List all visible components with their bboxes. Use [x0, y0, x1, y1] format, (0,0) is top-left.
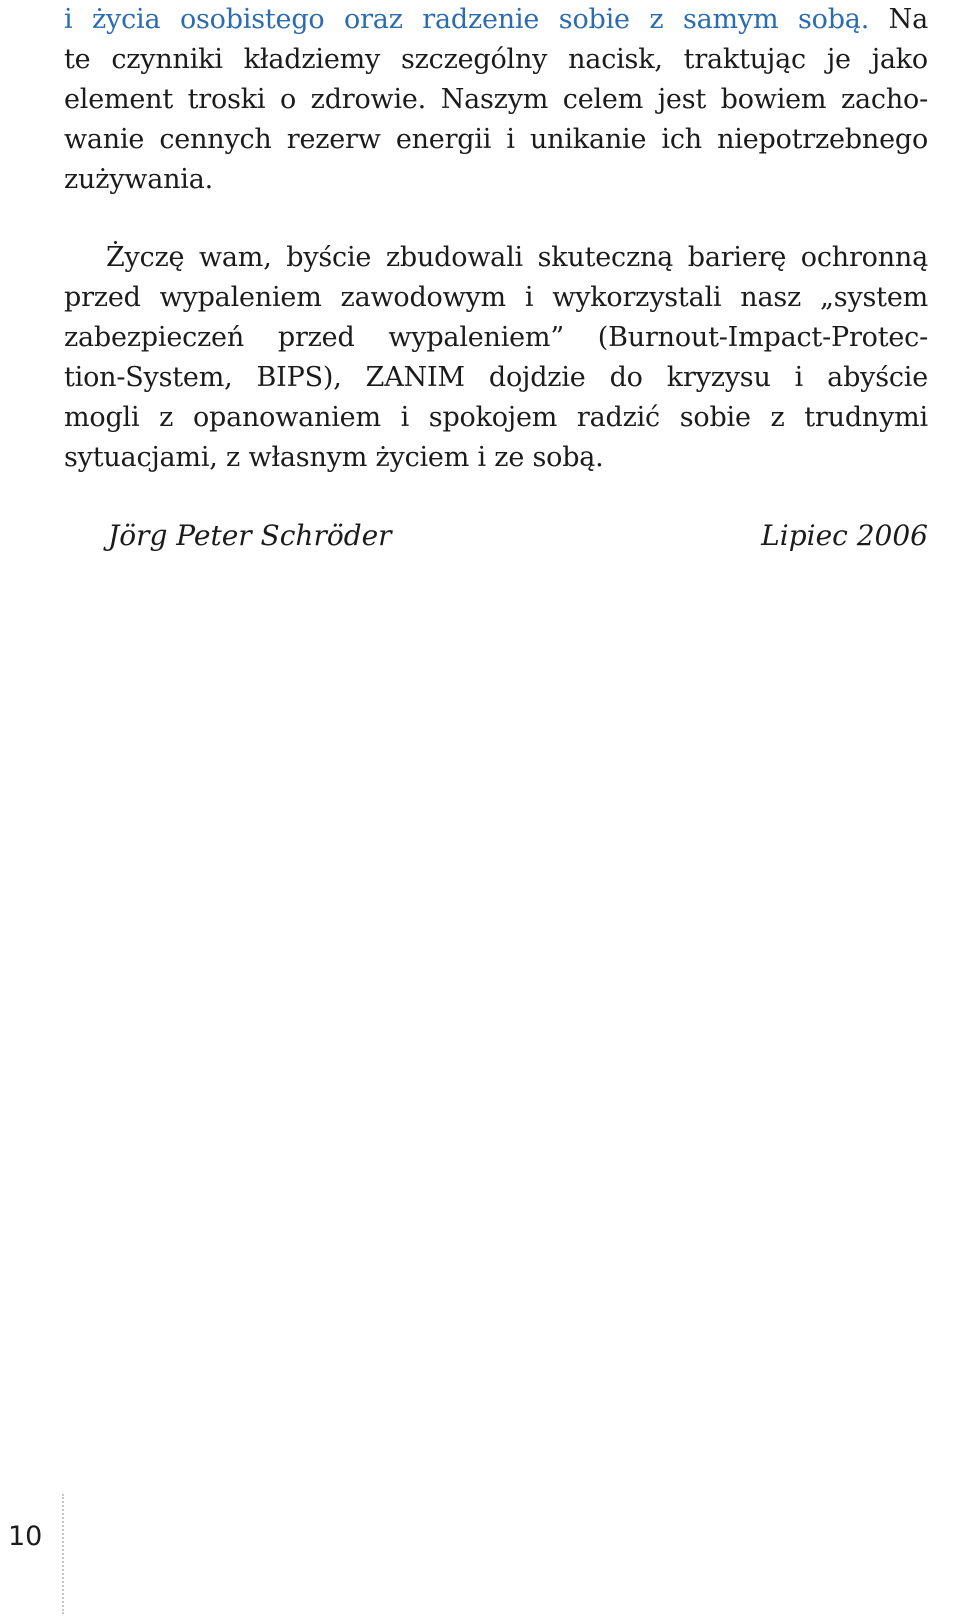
line-rest-text: Na [869, 4, 928, 35]
paragraph-2-line-3: zabezpieczeń przed wypaleniem” (Burnout-Impact-Protec- [64, 322, 928, 353]
document-page [64, 0, 928, 556]
paragraph-1-line-4: wanie cennych rezerw energii i unikanie ich niepotrzebnego [64, 124, 928, 155]
highlighted-text: i życia osobistego oraz radzenie sobie z samym sobą. [64, 4, 870, 35]
paragraph-2 [64, 238, 928, 478]
paragraph-2-line-2: przed wypaleniem zawodowym i wykorzystali nasz „system [64, 282, 928, 313]
signature-date: Lipiec 2006 [761, 519, 928, 552]
paragraph-1 [64, 0, 928, 200]
paragraph-1-line-1 [64, 0, 928, 40]
footer-divider [62, 1494, 64, 1614]
paragraph-2-line-5: mogli z opanowaniem i spokojem radzić sobie z trudnymi [64, 402, 928, 433]
paragraph-2-line-1: Życzę wam, byście zbudowali skuteczną barierę ochronną [106, 242, 928, 273]
paragraph-1-line-2: te czynniki kładziemy szczególny nacisk, traktując je jako [64, 44, 928, 75]
paragraph-1-line-5: zużywania. [64, 164, 214, 195]
paragraph-1-line-3: element troski o zdrowie. Naszym celem jest bowiem zacho- [64, 84, 928, 115]
paragraph-2-line-6: sytuacjami, z własnym życiem i ze sobą. [64, 442, 604, 473]
signature-author: Jörg Peter Schröder [108, 519, 392, 552]
page-number: 10 [8, 1521, 43, 1552]
signature-line [64, 516, 928, 556]
paragraph-2-line-4: tion-System, BIPS), ZANIM dojdzie do kryzysu i abyście [64, 362, 928, 393]
